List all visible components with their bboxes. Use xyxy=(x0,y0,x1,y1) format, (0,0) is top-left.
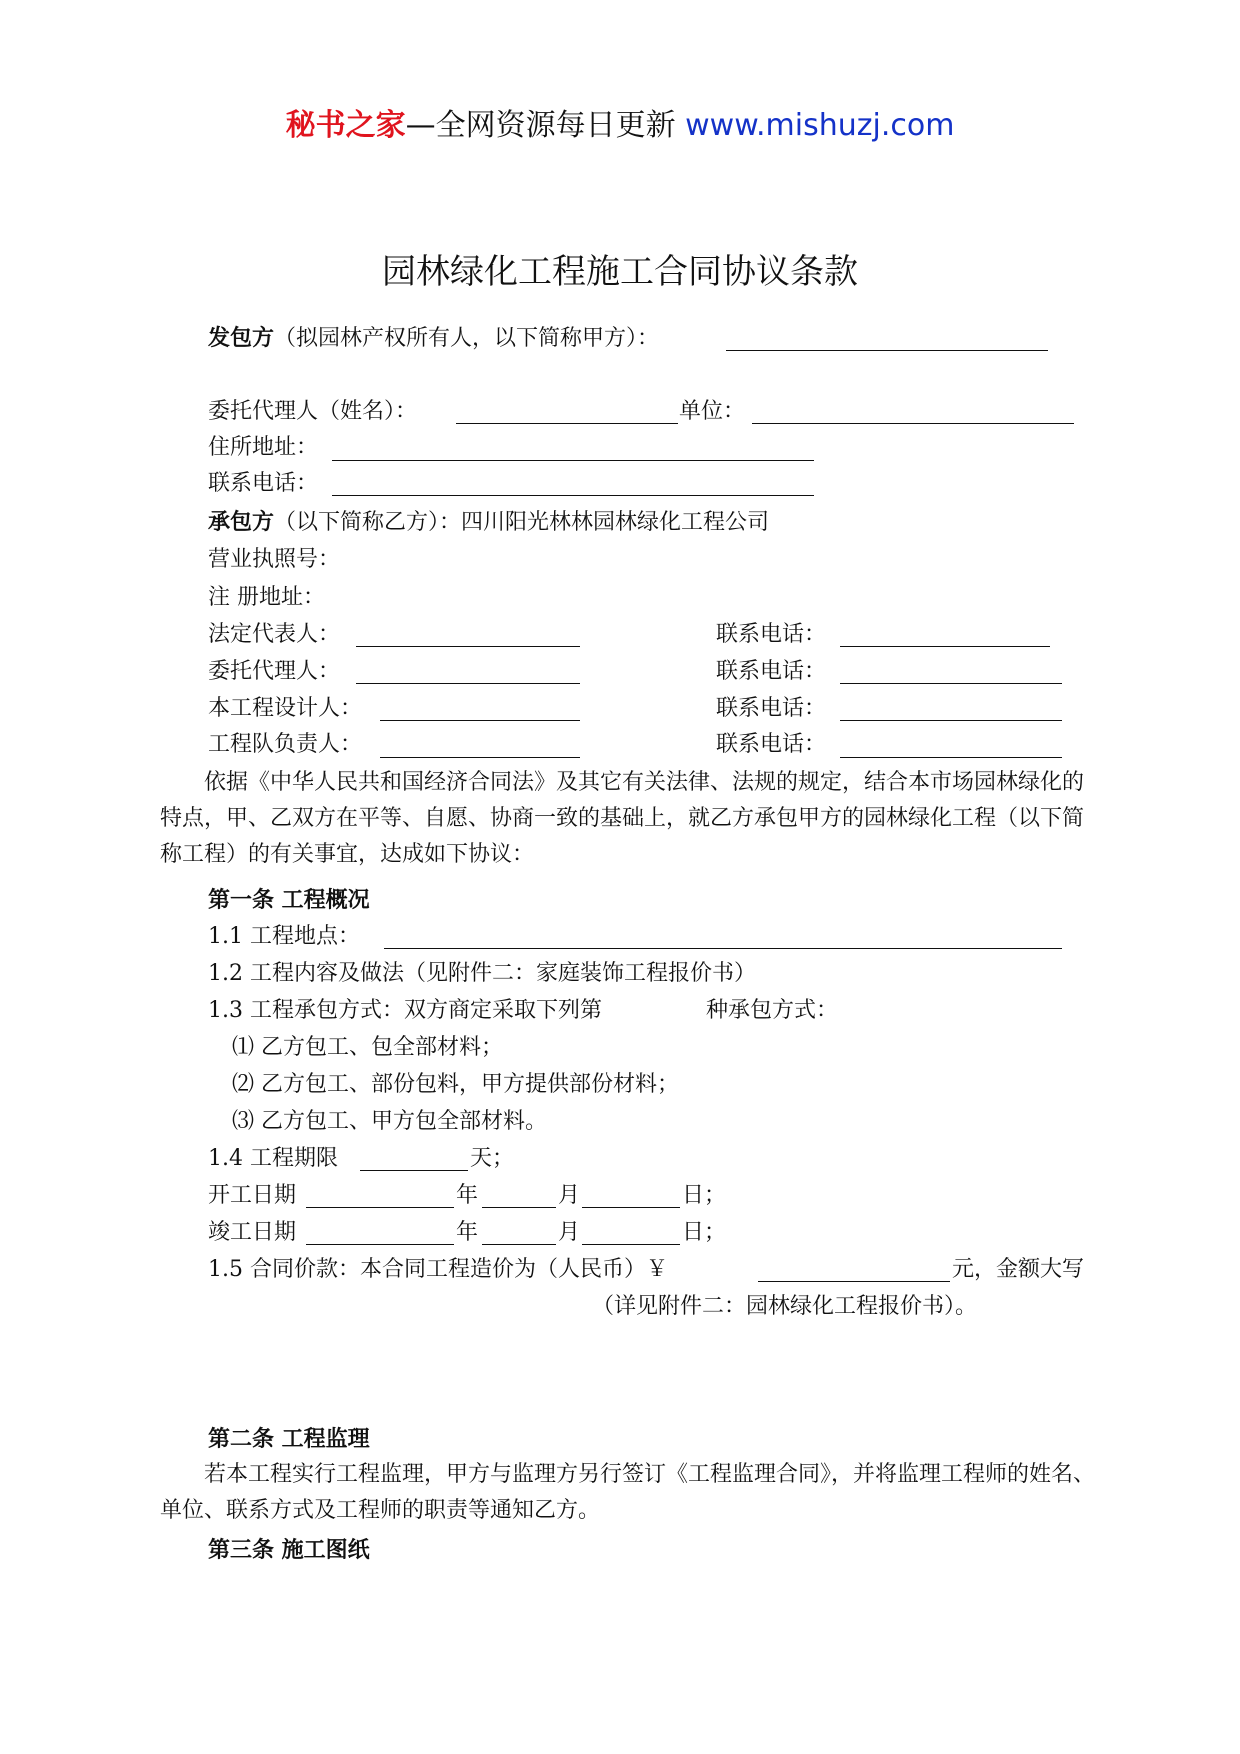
unit-label: 单位： xyxy=(679,399,746,424)
site-header xyxy=(0,100,1240,144)
article2-heading: 第二条 工程监理 xyxy=(208,1426,370,1452)
agent-b-blank[interactable] xyxy=(356,683,580,684)
start-year-blank[interactable] xyxy=(306,1207,454,1208)
designer-blank[interactable] xyxy=(380,720,580,721)
reg-address-label: 注 册地址： xyxy=(208,585,325,610)
item-1-5c: （详见附件二：园林绿化工程报价书）。 xyxy=(592,1294,978,1319)
end-year-blank[interactable] xyxy=(306,1244,454,1245)
designer-label: 本工程设计人： xyxy=(208,696,363,721)
option-3: ⑶ 乙方包工、甲方包全部材料。 xyxy=(232,1109,547,1134)
brand-name: 秘书之家 xyxy=(285,108,406,143)
legal-rep-phone-label: 联系电话： xyxy=(716,622,827,647)
item-1-5b: 元，金额大写 xyxy=(952,1257,1085,1282)
item-1-5a: 1.5 合同价款：本合同工程造价为（人民币）￥ xyxy=(208,1257,668,1282)
team-leader-label: 工程队负责人： xyxy=(208,732,363,757)
phone-blank[interactable] xyxy=(332,495,814,496)
license-label: 营业执照号： xyxy=(208,547,341,572)
start-date-label: 开工日期 xyxy=(208,1183,297,1208)
party-a-label: 发包方 xyxy=(208,325,275,351)
agent-b-phone-label: 联系电话： xyxy=(716,659,827,684)
header-tagline: —全网资源每日更新 xyxy=(405,108,676,143)
document-title: 园林绿化工程施工合同协议条款 xyxy=(382,252,858,292)
team-leader-phone-blank[interactable] xyxy=(840,757,1062,758)
team-leader-blank[interactable] xyxy=(380,757,580,758)
party-a-line xyxy=(208,323,659,354)
item-1-3a: 1.3 工程承包方式：双方商定采取下列第 xyxy=(208,998,602,1023)
intro-paragraph: 依据《中华人民共和国经济合同法》及其它有关法律、法规的规定，结合本市场园林绿化的特点，甲、乙双方在平等、自愿、协商一致的基础上，就乙方承包甲方的园林绿化工程（以下简称工程）的有关事宜，达成如下协议： xyxy=(160,770,1085,867)
phone-label: 联系电话： xyxy=(208,471,319,496)
start-month-label: 月 xyxy=(558,1183,581,1208)
end-day-label: 日； xyxy=(682,1220,727,1245)
team-leader-phone-label: 联系电话： xyxy=(716,732,827,757)
contract-type-blank[interactable] xyxy=(652,1022,702,1023)
duration-blank[interactable] xyxy=(360,1170,468,1171)
party-b-desc: （以下简称乙方）：四川阳光林林园林绿化工程公司 xyxy=(274,510,770,535)
location-blank[interactable] xyxy=(384,948,1062,949)
item-1-4a: 1.4 工程期限 xyxy=(208,1146,338,1171)
party-b-line xyxy=(208,507,769,538)
start-month-blank[interactable] xyxy=(482,1207,556,1208)
item-1-4b: 天； xyxy=(470,1146,515,1171)
designer-phone-blank[interactable] xyxy=(840,720,1062,721)
article3-heading: 第三条 施工图纸 xyxy=(208,1537,370,1563)
legal-rep-blank[interactable] xyxy=(356,646,580,647)
end-month-label: 月 xyxy=(558,1220,581,1245)
agent-label: 委托代理人（姓名）： xyxy=(208,399,418,424)
designer-phone-label: 联系电话： xyxy=(716,696,827,721)
party-a-desc: （拟园林产权所有人，以下简称甲方）： xyxy=(274,326,660,351)
party-b-label: 承包方 xyxy=(208,509,275,535)
agent-b-label: 委托代理人： xyxy=(208,659,341,684)
address-blank[interactable] xyxy=(332,460,814,461)
article2-body: 若本工程实行工程监理，甲方与监理方另行签订《工程监理合同》，并将监理工程师的姓名、单位、联系方式及工程师的职责等通知乙方。 xyxy=(160,1462,1096,1523)
party-a-blank[interactable] xyxy=(726,350,1048,351)
end-day-blank[interactable] xyxy=(582,1244,680,1245)
start-year-label: 年 xyxy=(456,1183,479,1208)
option-1: ⑴ 乙方包工、包全部材料； xyxy=(232,1035,503,1060)
header-url[interactable]: www.mishuzj.com xyxy=(685,108,955,143)
end-month-blank[interactable] xyxy=(482,1244,556,1245)
end-year-label: 年 xyxy=(456,1220,479,1245)
option-2: ⑵ 乙方包工、部份包料，甲方提供部份材料； xyxy=(232,1072,679,1097)
item-1-2: 1.2 工程内容及做法（见附件二：家庭装饰工程报价书） xyxy=(208,961,756,986)
legal-rep-phone-blank[interactable] xyxy=(840,646,1050,647)
end-date-label: 竣工日期 xyxy=(208,1220,297,1245)
item-1-3b: 种承包方式： xyxy=(706,998,839,1023)
start-day-label: 日； xyxy=(682,1183,727,1208)
item-1-1: 1.1 工程地点： xyxy=(208,924,360,949)
agent-blank[interactable] xyxy=(456,423,678,424)
price-blank[interactable] xyxy=(758,1281,950,1282)
legal-rep-label: 法定代表人： xyxy=(208,622,341,647)
unit-blank[interactable] xyxy=(752,423,1074,424)
agent-b-phone-blank[interactable] xyxy=(840,683,1062,684)
article1-heading: 第一条 工程概况 xyxy=(208,887,370,913)
address-label: 住所地址： xyxy=(208,435,319,460)
start-day-blank[interactable] xyxy=(582,1207,680,1208)
